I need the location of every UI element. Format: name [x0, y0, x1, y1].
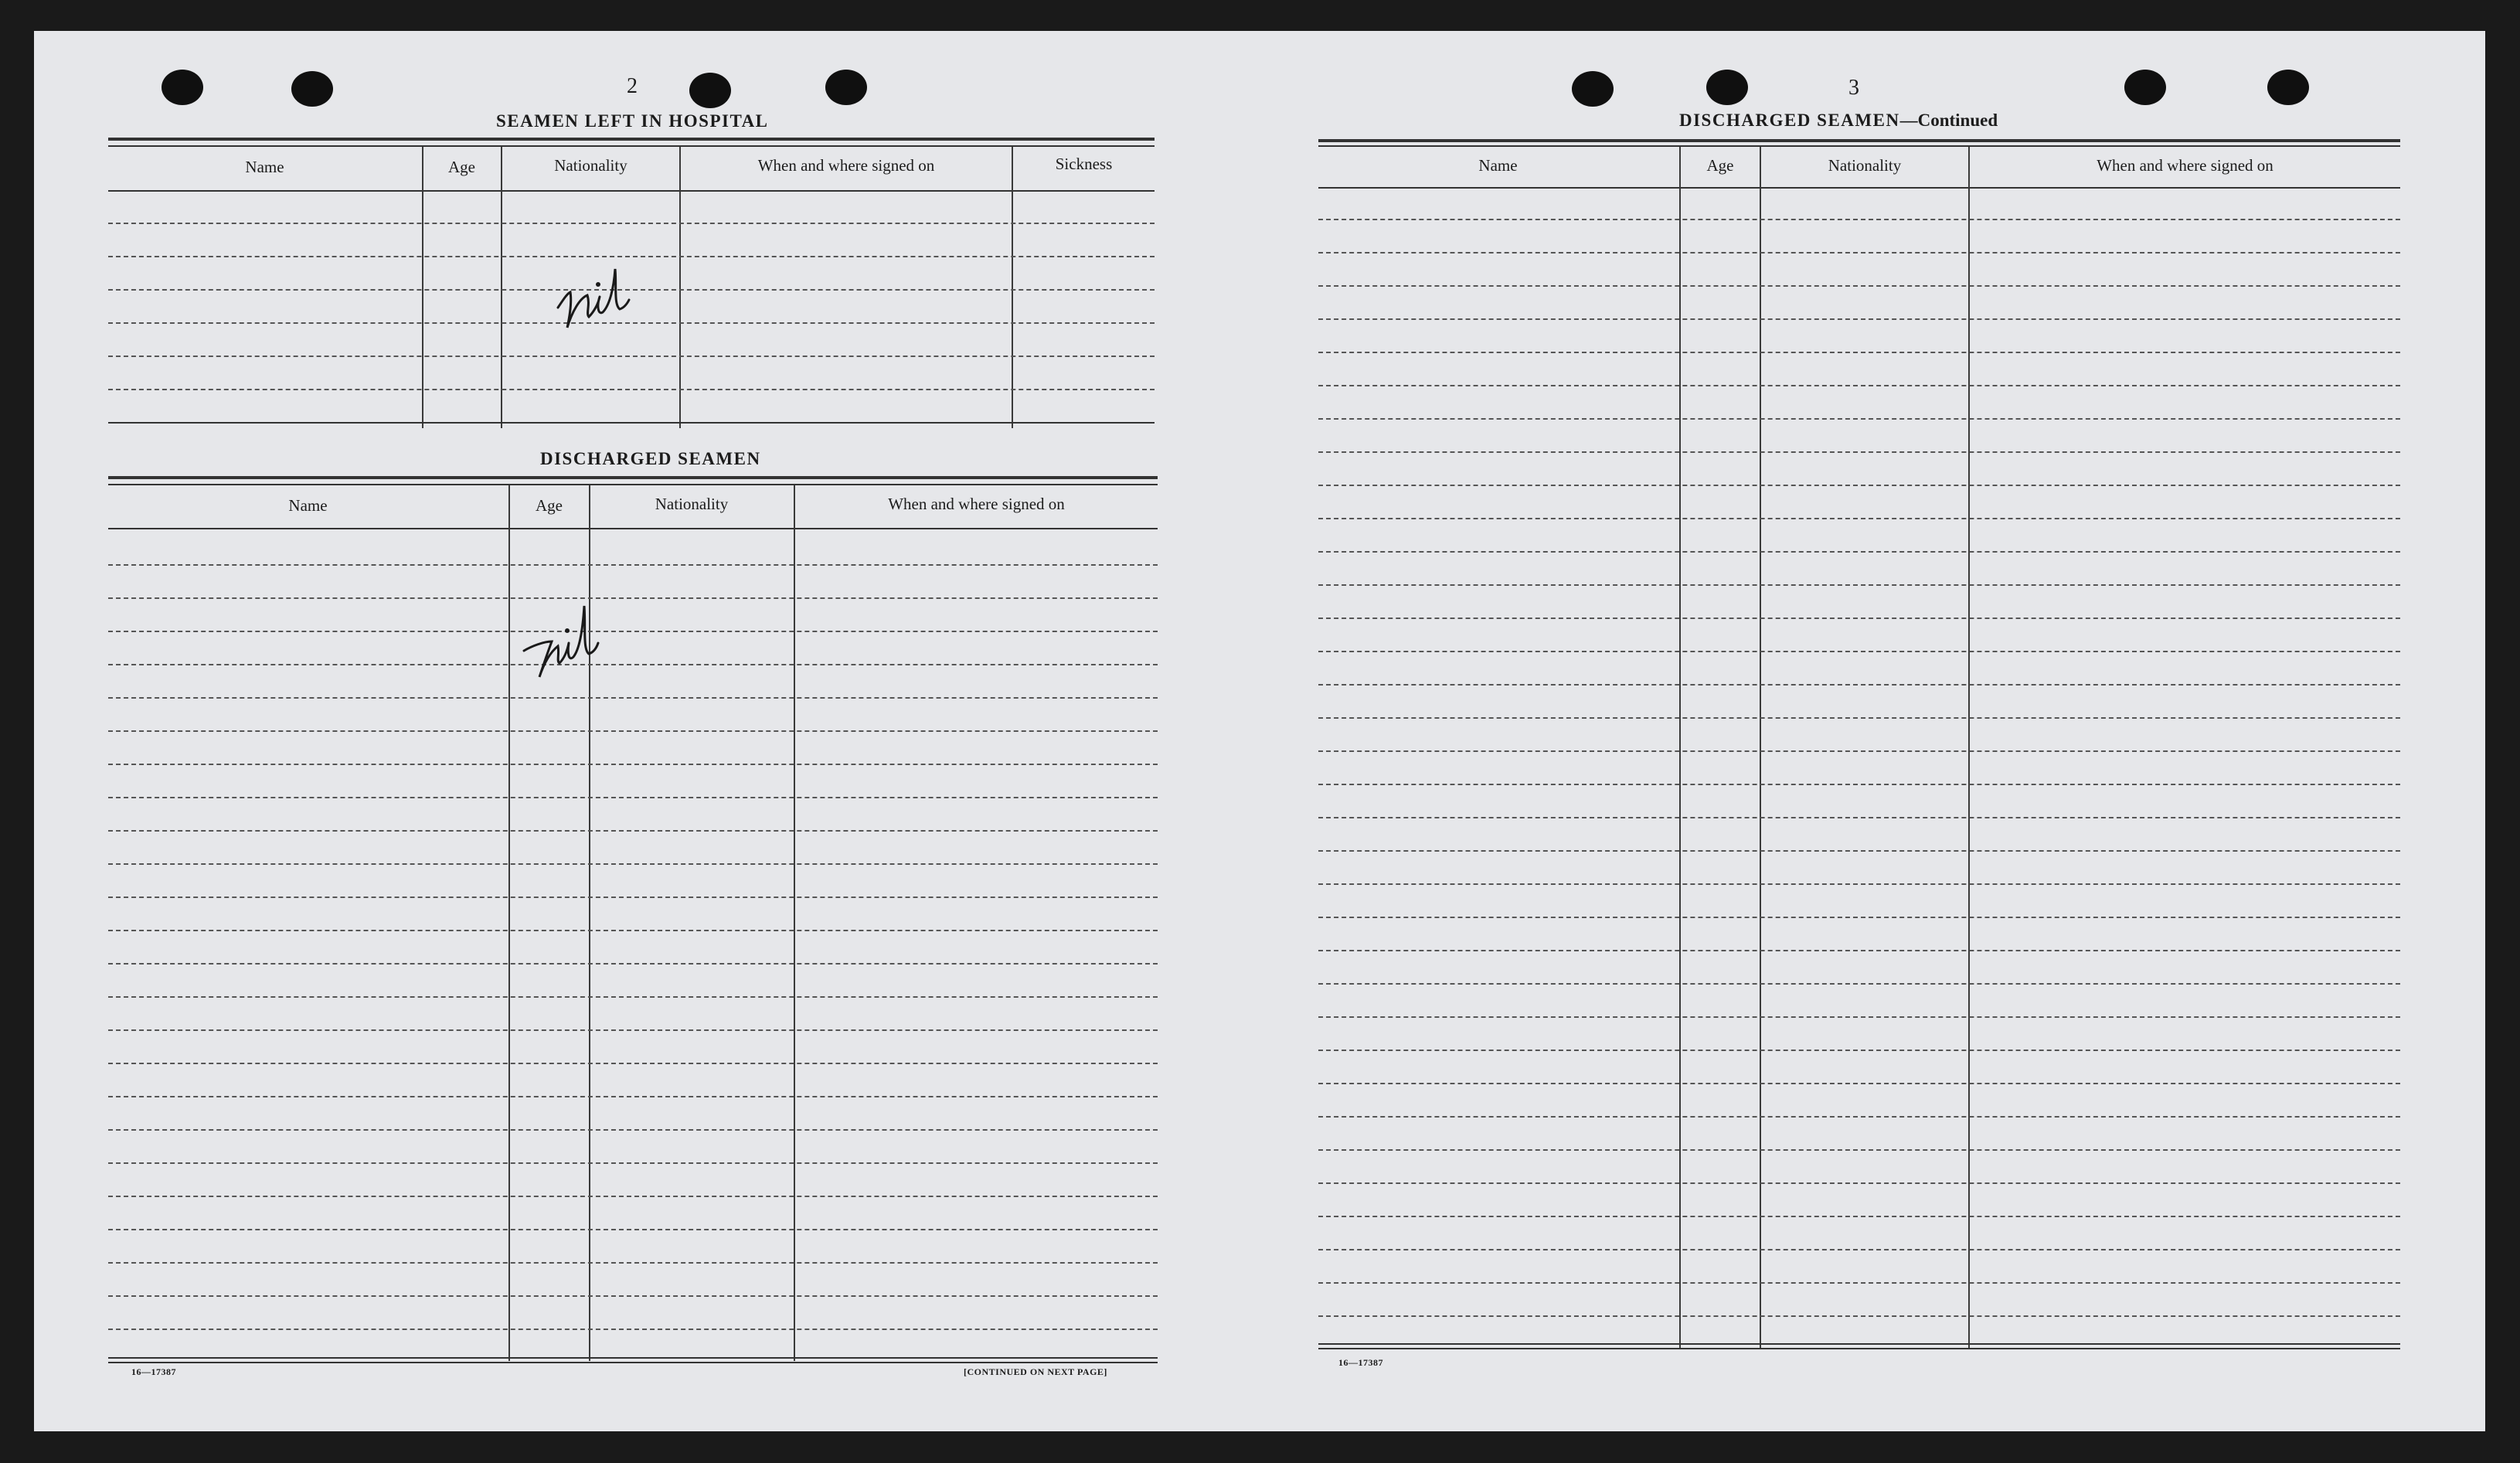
title-main: DISCHARGED SEAMEN [1679, 111, 1900, 130]
page-number: 2 [627, 74, 638, 98]
row-line [108, 930, 1158, 931]
double-rule [108, 476, 1158, 479]
punch-hole [1572, 71, 1614, 107]
row-line [1318, 651, 2400, 652]
row-line [1318, 1116, 2400, 1118]
row-line [1318, 418, 2400, 420]
row-line [1318, 950, 2400, 951]
row-line [1318, 1050, 2400, 1051]
row-line [1318, 518, 2400, 519]
row-line [108, 764, 1158, 765]
title-suffix: —Continued [1899, 111, 1998, 130]
column-divider [501, 147, 502, 428]
punch-hole [825, 70, 867, 105]
punch-hole [689, 73, 731, 108]
document-sheet [34, 31, 2485, 1431]
column-header-age: Age [448, 158, 475, 176]
row-line [1318, 584, 2400, 586]
discharged-continued-title [1679, 111, 1998, 131]
row-line [108, 223, 1155, 224]
column-header-age: Age [536, 496, 563, 515]
row-line [1318, 385, 2400, 386]
row-line [1318, 352, 2400, 353]
row-line [108, 664, 1158, 665]
double-rule [108, 138, 1155, 141]
row-line [1318, 850, 2400, 852]
row-line [1318, 684, 2400, 686]
table-bottom-rule [108, 1362, 1158, 1363]
row-line [108, 389, 1155, 390]
row-line [108, 797, 1158, 798]
table-bottom-rule [108, 1357, 1158, 1359]
double-rule [1318, 139, 2400, 142]
row-line [108, 631, 1158, 632]
column-divider [422, 147, 423, 428]
row-line [1318, 750, 2400, 752]
column-divider [1968, 147, 1970, 1349]
row-line [1318, 252, 2400, 253]
row-line [108, 597, 1158, 599]
row-line [108, 1295, 1158, 1297]
column-header-name: Name [245, 158, 284, 176]
double-rule [108, 484, 1158, 485]
row-line [108, 1229, 1158, 1230]
row-line [108, 1029, 1158, 1031]
punch-hole [2267, 70, 2309, 105]
page-number: 3 [1848, 76, 1859, 100]
row-line [1318, 1182, 2400, 1184]
header-rule [1318, 187, 2400, 189]
row-line [1318, 1315, 2400, 1317]
table-bottom-rule [1318, 1348, 2400, 1349]
row-line [108, 697, 1158, 699]
continued-note: [CONTINUED ON NEXT PAGE] [964, 1366, 1107, 1377]
row-line [1318, 318, 2400, 320]
handwritten-nil [513, 595, 606, 688]
row-line [108, 1262, 1158, 1264]
row-line [108, 1063, 1158, 1064]
row-line [108, 830, 1158, 832]
punch-hole [2124, 70, 2166, 105]
row-line [1318, 285, 2400, 287]
row-line [1318, 1149, 2400, 1151]
punch-hole [291, 71, 333, 107]
punch-hole [162, 70, 203, 105]
row-line [1318, 1249, 2400, 1250]
row-line [1318, 784, 2400, 785]
row-line [108, 1096, 1158, 1097]
double-rule [1318, 145, 2400, 147]
column-divider [1760, 147, 1761, 1349]
punch-hole [1706, 70, 1748, 105]
row-line [1318, 883, 2400, 885]
column-divider [679, 147, 681, 428]
column-divider [1012, 147, 1013, 428]
row-line [108, 1329, 1158, 1330]
row-line [1318, 618, 2400, 619]
form-number: 16—17387 [1338, 1357, 1383, 1368]
column-header-signed-on: When and where signed on [2097, 156, 2273, 175]
double-rule [108, 145, 1155, 147]
row-line [108, 356, 1155, 357]
row-line [108, 897, 1158, 898]
header-rule [108, 528, 1158, 529]
row-line [108, 996, 1158, 998]
row-line [108, 863, 1158, 865]
column-divider [1679, 147, 1681, 1349]
hospital-section-title: SEAMEN LEFT IN HOSPITAL [496, 111, 769, 131]
row-line [1318, 917, 2400, 918]
row-line [1318, 717, 2400, 719]
row-line [1318, 983, 2400, 985]
row-line [1318, 1083, 2400, 1084]
row-line [108, 564, 1158, 566]
row-line [108, 963, 1158, 965]
column-header-name: Name [1478, 156, 1518, 175]
row-line [1318, 1016, 2400, 1018]
row-line [108, 1196, 1158, 1197]
column-header-name: Name [288, 496, 328, 515]
row-line [1318, 551, 2400, 553]
table-bottom-rule [1318, 1343, 2400, 1345]
row-line [108, 730, 1158, 732]
row-line [1318, 1282, 2400, 1284]
column-header-signed-on: When and where signed on [757, 156, 935, 175]
row-line [1318, 451, 2400, 453]
column-header-age: Age [1706, 156, 1734, 175]
row-line [1318, 1216, 2400, 1217]
row-line [108, 1162, 1158, 1164]
column-header-nationality: Nationality [554, 156, 627, 175]
column-header-sickness: Sickness [1055, 155, 1113, 173]
discharged-section-title: DISCHARGED SEAMEN [540, 449, 761, 468]
column-header-nationality: Nationality [655, 495, 729, 513]
column-header-nationality: Nationality [1828, 156, 1902, 175]
row-line [1318, 485, 2400, 486]
row-line [108, 1129, 1158, 1131]
row-line [1318, 219, 2400, 220]
row-line [1318, 817, 2400, 818]
handwritten-nil [544, 247, 637, 340]
form-number: 16—17387 [131, 1366, 176, 1377]
column-header-signed-on: When and where signed on [888, 495, 1065, 513]
table-bottom-rule [108, 422, 1155, 424]
header-rule [108, 190, 1155, 192]
